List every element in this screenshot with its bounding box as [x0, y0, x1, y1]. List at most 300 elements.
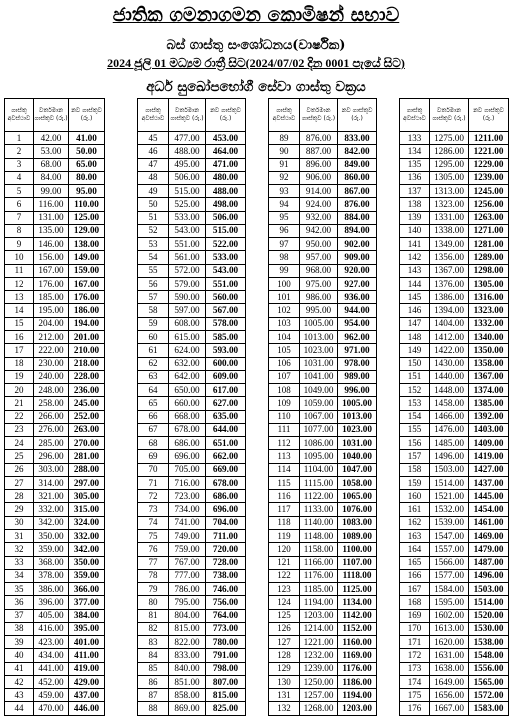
new-fare-cell: 522.00	[206, 238, 246, 251]
table-row	[400, 304, 509, 317]
fare-stage-cell: 84	[138, 649, 169, 662]
current-fare-cell: 1041.00	[300, 370, 338, 383]
current-fare-cell: 1115.00	[300, 476, 338, 489]
fare-stage-cell: 25	[5, 450, 34, 463]
current-fare-cell: 285.00	[34, 437, 69, 450]
fare-stage-cell: 115	[269, 476, 300, 489]
table-row	[138, 211, 246, 224]
current-fare-cell: 1412.00	[430, 330, 469, 343]
fare-stage-cell: 147	[400, 317, 430, 330]
table-row	[269, 317, 377, 330]
new-fare-cell: 1461.00	[469, 516, 509, 529]
fare-stage-cell: 6	[5, 198, 34, 211]
table-row	[400, 516, 509, 529]
new-fare-cell: 1047.00	[338, 463, 377, 476]
table-row	[400, 317, 509, 330]
new-fare-cell: 1403.00	[469, 423, 509, 436]
current-fare-cell: 1086.00	[300, 437, 338, 450]
fare-stage-cell: 126	[269, 622, 300, 635]
new-fare-cell: 1374.00	[469, 384, 509, 397]
table-row	[269, 569, 377, 582]
new-fare-cell: 1194.00	[338, 689, 377, 702]
fare-stage-cell: 95	[269, 211, 300, 224]
table-row	[138, 317, 246, 330]
table-row	[5, 490, 105, 503]
current-fare-cell: 1539.00	[430, 516, 469, 529]
table-row	[5, 264, 105, 277]
new-fare-cell: 635.00	[206, 410, 246, 423]
table-row	[400, 211, 509, 224]
current-fare-cell: 248.00	[34, 384, 69, 397]
current-fare-cell: 1376.00	[430, 277, 469, 290]
current-fare-cell: 986.00	[300, 291, 338, 304]
table-row	[400, 171, 509, 184]
current-fare-cell: 678.00	[169, 423, 206, 436]
table-row	[5, 384, 105, 397]
fare-stage-cell: 61	[138, 344, 169, 357]
new-fare-cell: 927.00	[338, 277, 377, 290]
current-fare-cell: 590.00	[169, 291, 206, 304]
fare-stage-cell: 31	[5, 529, 34, 542]
new-fare-cell: 159.00	[69, 264, 105, 277]
current-fare-cell: 1158.00	[300, 543, 338, 556]
table-row	[5, 622, 105, 635]
table-row	[138, 145, 246, 158]
fare-stage-cell: 151	[400, 370, 430, 383]
table-row	[5, 317, 105, 330]
table-row	[269, 450, 377, 463]
new-fare-header: නව ගාස්තුව (රු.)	[69, 99, 105, 132]
fare-stage-cell: 105	[269, 344, 300, 357]
current-fare-cell: 116.00	[34, 198, 69, 211]
fare-stage-cell: 76	[138, 543, 169, 556]
table-header-row	[5, 99, 105, 132]
fare-stage-cell: 28	[5, 490, 34, 503]
current-fare-cell: 495.00	[169, 158, 206, 171]
fare-stage-cell: 172	[400, 649, 430, 662]
fare-stage-cell: 136	[400, 171, 430, 184]
new-fare-cell: 1239.00	[469, 171, 509, 184]
current-fare-cell: 1458.00	[430, 397, 469, 410]
new-fare-cell: 1305.00	[469, 277, 509, 290]
current-fare-cell: 321.00	[34, 490, 69, 503]
fare-stage-cell: 94	[269, 198, 300, 211]
new-fare-cell: 651.00	[206, 437, 246, 450]
stage-header: ගාස්තු අවස්ථාව	[138, 99, 169, 132]
table-row	[269, 384, 377, 397]
new-fare-cell: 464.00	[206, 145, 246, 158]
fare-stage-cell: 160	[400, 490, 430, 503]
table-row	[138, 556, 246, 569]
table-row	[5, 198, 105, 211]
fare-stage-cell: 90	[269, 145, 300, 158]
fare-stage-cell: 46	[138, 145, 169, 158]
current-fare-cell: 579.00	[169, 277, 206, 290]
fare-stage-cell: 138	[400, 198, 430, 211]
table-row	[269, 529, 377, 542]
fare-stage-cell: 78	[138, 569, 169, 582]
table-row	[138, 344, 246, 357]
effective-date: 2024 ජූලි 01 මධ්‍යම රාත්‍රී සිට(2024/07/02 දින 0001 පැයේ සිට)	[107, 56, 405, 70]
new-fare-cell: 560.00	[206, 291, 246, 304]
current-fare-cell: 1485.00	[430, 437, 469, 450]
stage-header: ගාස්තු අවස්ථාව	[269, 99, 300, 132]
table-row	[269, 476, 377, 489]
table-row	[138, 277, 246, 290]
new-fare-cell: 201.00	[69, 330, 105, 343]
current-fare-cell: 1367.00	[430, 264, 469, 277]
table-row	[138, 463, 246, 476]
fare-stage-cell: 101	[269, 291, 300, 304]
new-fare-cell: 704.00	[206, 516, 246, 529]
current-fare-cell: 975.00	[300, 277, 338, 290]
new-fare-cell: 662.00	[206, 450, 246, 463]
current-fare-cell: 815.00	[169, 622, 206, 635]
table-row	[138, 132, 246, 145]
new-fare-cell: 738.00	[206, 569, 246, 582]
fare-stage-cell: 3	[5, 158, 34, 171]
new-fare-cell: 515.00	[206, 224, 246, 237]
current-fare-cell: 741.00	[169, 516, 206, 529]
new-fare-cell: 401.00	[69, 636, 105, 649]
current-fare-cell: 624.00	[169, 344, 206, 357]
fare-stage-cell: 53	[138, 238, 169, 251]
new-fare-cell: 669.00	[206, 463, 246, 476]
fare-stage-cell: 161	[400, 503, 430, 516]
current-fare-cell: 1422.00	[430, 344, 469, 357]
current-fare-cell: 734.00	[169, 503, 206, 516]
current-fare-cell: 1077.00	[300, 423, 338, 436]
current-fare-cell: 230.00	[34, 357, 69, 370]
new-fare-cell: 236.00	[69, 384, 105, 397]
table-row	[5, 132, 105, 145]
fare-stage-cell: 148	[400, 330, 430, 343]
table-row	[138, 423, 246, 436]
current-fare-cell: 1356.00	[430, 251, 469, 264]
fare-table-3	[268, 98, 377, 716]
table-row	[400, 556, 509, 569]
table-row	[138, 649, 246, 662]
new-fare-cell: 860.00	[338, 171, 377, 184]
fare-stage-cell: 30	[5, 516, 34, 529]
table-row	[5, 238, 105, 251]
fare-stage-cell: 127	[269, 636, 300, 649]
current-fare-cell: 924.00	[300, 198, 338, 211]
current-fare-cell: 212.00	[34, 330, 69, 343]
current-fare-cell: 668.00	[169, 410, 206, 423]
table-row	[138, 185, 246, 198]
fare-stage-cell: 99	[269, 264, 300, 277]
table-row	[400, 490, 509, 503]
table-row	[5, 224, 105, 237]
table-row	[138, 636, 246, 649]
current-fare-cell: 957.00	[300, 251, 338, 264]
new-fare-cell: 377.00	[69, 596, 105, 609]
fare-stage-cell: 109	[269, 397, 300, 410]
table-row	[138, 529, 246, 542]
table-row	[5, 277, 105, 290]
table-header-row	[269, 99, 377, 132]
new-fare-cell: 252.00	[69, 410, 105, 423]
fare-stage-cell: 81	[138, 609, 169, 622]
new-fare-header: නව ගාස්තුව (රු.)	[206, 99, 246, 132]
current-fare-cell: 266.00	[34, 410, 69, 423]
fare-stage-cell: 42	[5, 675, 34, 688]
fare-stage-cell: 68	[138, 437, 169, 450]
fare-stage-cell: 21	[5, 397, 34, 410]
fare-stage-cell: 168	[400, 596, 430, 609]
fare-stage-cell: 44	[5, 702, 34, 715]
table-row	[269, 583, 377, 596]
fare-stage-cell: 176	[400, 702, 430, 715]
table-row	[5, 251, 105, 264]
fare-stage-cell: 128	[269, 649, 300, 662]
current-fare-cell: 515.00	[169, 185, 206, 198]
fare-stage-cell: 86	[138, 675, 169, 688]
fare-stage-cell: 80	[138, 596, 169, 609]
new-fare-cell: 825.00	[206, 702, 246, 715]
table-row	[269, 224, 377, 237]
new-fare-cell: 1392.00	[469, 410, 509, 423]
fare-stage-cell: 112	[269, 437, 300, 450]
current-fare-cell: 615.00	[169, 330, 206, 343]
current-fare-cell: 1638.00	[430, 662, 469, 675]
fare-stage-cell: 24	[5, 437, 34, 450]
current-fare-cell: 459.00	[34, 689, 69, 702]
table-row	[138, 702, 246, 715]
new-fare-cell: 1211.00	[469, 132, 509, 145]
table-row	[5, 437, 105, 450]
new-fare-cell: 1065.00	[338, 490, 377, 503]
new-fare-cell: 138.00	[69, 238, 105, 251]
new-fare-cell: 50.00	[69, 145, 105, 158]
fare-stage-cell: 70	[138, 463, 169, 476]
fare-stage-cell: 175	[400, 689, 430, 702]
new-fare-cell: 1496.00	[469, 569, 509, 582]
table-row	[269, 463, 377, 476]
new-fare-cell: 773.00	[206, 622, 246, 635]
fare-stage-cell: 38	[5, 622, 34, 635]
current-fare-cell: 1532.00	[430, 503, 469, 516]
current-fare-cell: 858.00	[169, 689, 206, 702]
new-fare-cell: 453.00	[206, 132, 246, 145]
fare-stage-cell: 39	[5, 636, 34, 649]
fare-stage-cell: 117	[269, 503, 300, 516]
fare-stage-cell: 43	[5, 689, 34, 702]
fare-stage-cell: 51	[138, 211, 169, 224]
new-fare-cell: 1298.00	[469, 264, 509, 277]
fare-stage-cell: 75	[138, 529, 169, 542]
current-fare-cell: 1602.00	[430, 609, 469, 622]
new-fare-cell: 962.00	[338, 330, 377, 343]
table-row	[138, 251, 246, 264]
fare-stage-cell: 162	[400, 516, 430, 529]
new-fare-cell: 1263.00	[469, 211, 509, 224]
new-fare-cell: 419.00	[69, 662, 105, 675]
new-fare-cell: 989.00	[338, 370, 377, 383]
current-fare-cell: 359.00	[34, 543, 69, 556]
current-fare-cell: 1185.00	[300, 583, 338, 596]
current-fare-cell: 1257.00	[300, 689, 338, 702]
current-fare-cell: 1148.00	[300, 529, 338, 542]
table-row	[138, 622, 246, 635]
new-fare-cell: 480.00	[206, 171, 246, 184]
new-fare-cell: 65.00	[69, 158, 105, 171]
table-row	[400, 636, 509, 649]
new-fare-cell: 1013.00	[338, 410, 377, 423]
table-row	[269, 649, 377, 662]
new-fare-cell: 609.00	[206, 370, 246, 383]
fare-stage-cell: 59	[138, 317, 169, 330]
new-fare-cell: 281.00	[69, 450, 105, 463]
new-fare-cell: 1316.00	[469, 291, 509, 304]
table-row	[5, 702, 105, 715]
fare-stage-cell: 134	[400, 145, 430, 158]
current-fare-cell: 1613.00	[430, 622, 469, 635]
fare-stage-cell: 23	[5, 423, 34, 436]
new-fare-cell: 1100.00	[338, 543, 377, 556]
fare-stage-cell: 67	[138, 423, 169, 436]
current-fare-cell: 1313.00	[430, 185, 469, 198]
current-fare-cell: 1557.00	[430, 543, 469, 556]
table-row	[400, 569, 509, 582]
new-fare-cell: 1530.00	[469, 622, 509, 635]
table-row	[400, 357, 509, 370]
fare-stage-cell: 85	[138, 662, 169, 675]
new-fare-cell: 696.00	[206, 503, 246, 516]
current-fare-cell: 68.00	[34, 158, 69, 171]
current-fare-cell: 906.00	[300, 171, 338, 184]
current-fare-cell: 156.00	[34, 251, 69, 264]
new-fare-cell: 815.00	[206, 689, 246, 702]
current-fare-cell: 176.00	[34, 277, 69, 290]
current-fare-cell: 314.00	[34, 476, 69, 489]
fare-stage-cell: 69	[138, 450, 169, 463]
table-row	[5, 370, 105, 383]
new-fare-cell: 245.00	[69, 397, 105, 410]
fare-stage-cell: 102	[269, 304, 300, 317]
new-fare-cell: 894.00	[338, 224, 377, 237]
new-fare-cell: 617.00	[206, 384, 246, 397]
new-fare-cell: 1031.00	[338, 437, 377, 450]
table-row	[138, 596, 246, 609]
fare-stage-cell: 58	[138, 304, 169, 317]
current-fare-cell: 1649.00	[430, 675, 469, 688]
new-fare-cell: 1176.00	[338, 662, 377, 675]
fare-stage-cell: 149	[400, 344, 430, 357]
table-row	[269, 185, 377, 198]
fare-stage-cell: 106	[269, 357, 300, 370]
current-fare-cell: 204.00	[34, 317, 69, 330]
fare-stage-cell: 158	[400, 463, 430, 476]
fare-stage-cell: 111	[269, 423, 300, 436]
new-fare-cell: 80.00	[69, 171, 105, 184]
current-fare-cell: 1440.00	[430, 370, 469, 383]
fare-stage-cell: 11	[5, 264, 34, 277]
fare-stage-cell: 29	[5, 503, 34, 516]
fare-stage-cell: 141	[400, 238, 430, 251]
new-fare-cell: 488.00	[206, 185, 246, 198]
new-fare-cell: 305.00	[69, 490, 105, 503]
current-fare-cell: 1331.00	[430, 211, 469, 224]
table-row	[138, 516, 246, 529]
new-fare-cell: 1142.00	[338, 609, 377, 622]
table-row	[138, 384, 246, 397]
fare-stage-cell: 34	[5, 569, 34, 582]
new-fare-cell: 1125.00	[338, 583, 377, 596]
fare-stage-cell: 74	[138, 516, 169, 529]
new-fare-cell: 270.00	[69, 437, 105, 450]
current-fare-cell: 1584.00	[430, 583, 469, 596]
table-row	[138, 450, 246, 463]
current-fare-header: වර්තමාන ගාස්තුව (රු.)	[430, 99, 469, 132]
fare-stage-cell: 96	[269, 224, 300, 237]
table-row	[269, 636, 377, 649]
table-row	[269, 423, 377, 436]
new-fare-cell: 1332.00	[469, 317, 509, 330]
fare-stage-cell: 49	[138, 185, 169, 198]
table-row	[269, 251, 377, 264]
table-row	[400, 689, 509, 702]
table-row	[269, 410, 377, 423]
new-fare-cell: 1107.00	[338, 556, 377, 569]
new-fare-header: නව ගාස්තුව (රු.)	[338, 99, 377, 132]
table-row	[269, 622, 377, 635]
new-fare-cell: 1040.00	[338, 450, 377, 463]
table-row	[400, 450, 509, 463]
fare-stage-cell: 60	[138, 330, 169, 343]
current-fare-cell: 968.00	[300, 264, 338, 277]
table-row	[5, 636, 105, 649]
current-fare-cell: 1122.00	[300, 490, 338, 503]
fare-stage-cell: 12	[5, 277, 34, 290]
new-fare-cell: 1076.00	[338, 503, 377, 516]
current-fare-cell: 914.00	[300, 185, 338, 198]
new-fare-cell: 728.00	[206, 556, 246, 569]
new-fare-cell: 1503.00	[469, 583, 509, 596]
new-fare-cell: 41.00	[69, 132, 105, 145]
current-fare-cell: 1203.00	[300, 609, 338, 622]
current-fare-cell: 1394.00	[430, 304, 469, 317]
current-fare-cell: 642.00	[169, 370, 206, 383]
current-fare-cell: 822.00	[169, 636, 206, 649]
table-row	[5, 569, 105, 582]
fare-stage-cell: 173	[400, 662, 430, 675]
current-fare-cell: 195.00	[34, 304, 69, 317]
table-row	[269, 277, 377, 290]
fare-stage-cell: 63	[138, 370, 169, 383]
current-fare-cell: 1503.00	[430, 463, 469, 476]
current-fare-cell: 1386.00	[430, 291, 469, 304]
current-fare-cell: 452.00	[34, 675, 69, 688]
table-row	[5, 689, 105, 702]
table-row	[400, 583, 509, 596]
fare-stage-cell: 121	[269, 556, 300, 569]
fare-stage-cell: 35	[5, 583, 34, 596]
table-row	[5, 344, 105, 357]
fare-stage-cell: 73	[138, 503, 169, 516]
current-fare-cell: 42.00	[34, 132, 69, 145]
fare-stage-cell: 153	[400, 397, 430, 410]
new-fare-cell: 210.00	[69, 344, 105, 357]
new-fare-cell: 176.00	[69, 291, 105, 304]
table-row	[400, 649, 509, 662]
fare-stage-cell: 129	[269, 662, 300, 675]
fare-stage-cell: 89	[269, 132, 300, 145]
table-row	[269, 662, 377, 675]
current-fare-cell: 1250.00	[300, 675, 338, 688]
table-row	[138, 437, 246, 450]
